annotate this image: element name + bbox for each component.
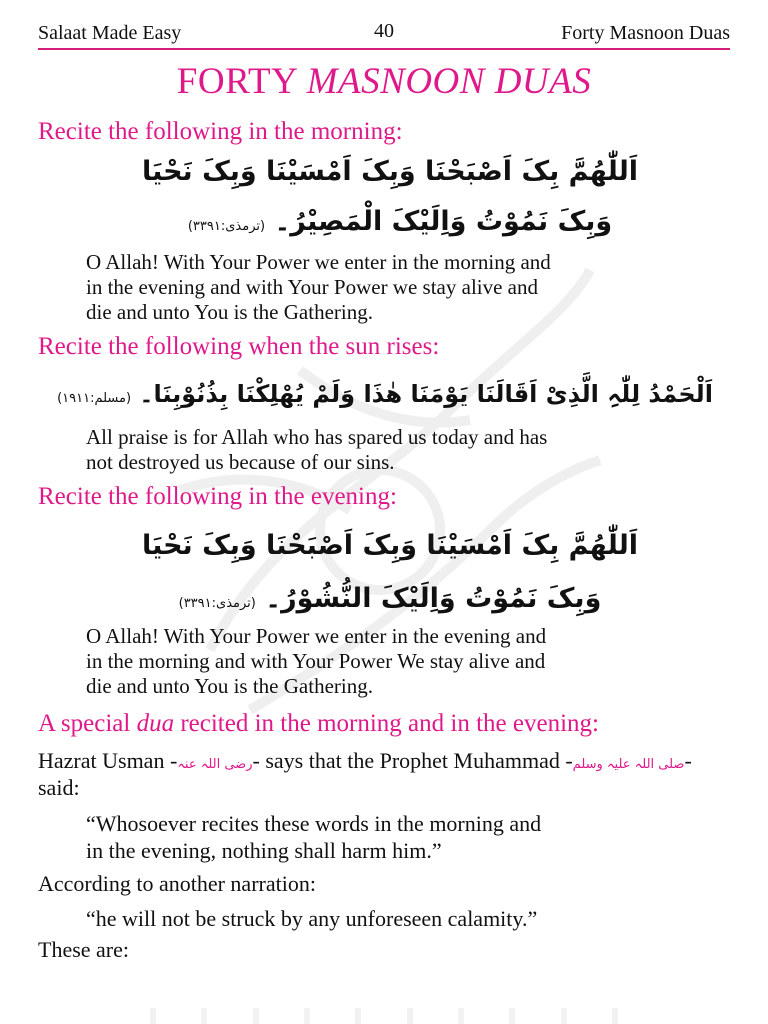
evening-translation-line3: die and unto You is the Gathering. — [86, 674, 373, 698]
prophet-honorific: صلی اللہ علیہ وسلم — [572, 757, 685, 772]
another-narration: According to another narration: — [38, 871, 316, 896]
special-heading-before: A special — [38, 710, 137, 737]
morning-arabic-line1: اَللّٰھُمَّ بِکَ اَصْبَحْنَا وَبِکَ اَمْسَیْنَا وَبِکَ نَحْیَا — [141, 156, 639, 187]
page-number: 40 — [374, 20, 394, 42]
sunrise-translation — [86, 425, 726, 475]
usman-line — [38, 748, 692, 778]
evening-heading: Recite the following in the evening: — [38, 483, 397, 510]
special-heading — [38, 710, 599, 738]
evening-arabic-line1: اَللّٰھُمَّ بِکَ اَمْسَیْنَا وَبِکَ اَصْبَحْنَا وَبِکَ نَحْیَا — [141, 530, 639, 561]
usman-text-a: Hazrat Usman - — [38, 748, 178, 773]
sunrise-reference: (مسلم:۱۹۱۱) — [57, 391, 132, 406]
morning-translation-line1: O Allah! With Your Power we enter in the morning and — [86, 250, 551, 274]
special-quote-line1: “Whosoever recites these words in the morning and — [86, 811, 542, 836]
sunrise-arabic-line1 — [50, 380, 720, 408]
usman-text-b: - says that the Prophet Muhammad - — [252, 748, 573, 773]
these-are: These are: — [38, 937, 129, 962]
morning-translation — [86, 250, 726, 325]
morning-arabic-line2 — [180, 206, 620, 237]
usman-honorific: رضی اللہ عنہ — [177, 757, 253, 772]
usman-text-c: - — [684, 748, 692, 773]
sunrise-heading: Recite the following when the sun rises: — [38, 333, 440, 360]
evening-translation — [86, 624, 726, 699]
page-title — [0, 60, 768, 103]
sunrise-arabic-text: اَلْحَمْدُ لِلّٰہِ الَّذِیْ اَقَالَنَا یَوْمَنَا ھٰذَا وَلَمْ یُھْلِکْنَا بِذُنُوْبِنَا۔ — [139, 380, 713, 408]
calamity-quote: “he will not be struck by any unforeseen calamity.” — [86, 906, 538, 931]
special-heading-after: recited in the morning and in the evening: — [174, 710, 599, 737]
morning-reference: (ترمذی:۳۳۹۱) — [187, 219, 266, 234]
morning-translation-line3: die and unto You is the Gathering. — [86, 300, 373, 324]
said-line: said: — [38, 775, 80, 800]
evening-reference: (ترمذی:۳۳۹۱) — [178, 596, 256, 611]
morning-arabic-text: وَبِکَ نَمُوْتُ وَاِلَیْکَ الْمَصِیْرُ۔ — [274, 206, 613, 237]
special-quote-line2: in the evening, nothing shall harm him.” — [86, 838, 442, 863]
evening-arabic-line2 — [160, 583, 620, 614]
evening-translation-line2: in the morning and with Your Power We stay alive and — [86, 649, 546, 673]
book-title: Salaat Made Easy — [38, 22, 182, 44]
chapter-title: Forty Masnoon Duas — [561, 22, 730, 44]
morning-translation-line2: in the evening and with Your Power we stay alive and — [86, 275, 539, 299]
sunrise-translation-line1: All praise is for Allah who has spared us today and has — [86, 425, 548, 449]
special-quote — [86, 810, 541, 864]
sunrise-translation-line2: not destroyed us because of our sins. — [86, 450, 395, 474]
evening-arabic-text: وَبِکَ نَمُوْتُ وَاِلَیْکَ النُّشُوْرُ۔ — [265, 583, 602, 614]
page-header — [38, 20, 730, 50]
morning-heading: Recite the following in the morning: — [38, 118, 403, 145]
evening-translation-line1: O Allah! With Your Power we enter in the evening and — [86, 624, 547, 648]
special-heading-italic: dua — [136, 710, 175, 737]
title-part2: MASNOON DUAS — [306, 61, 592, 102]
footer-decoration — [150, 1008, 618, 1024]
title-part1: FORTY — [176, 61, 297, 102]
